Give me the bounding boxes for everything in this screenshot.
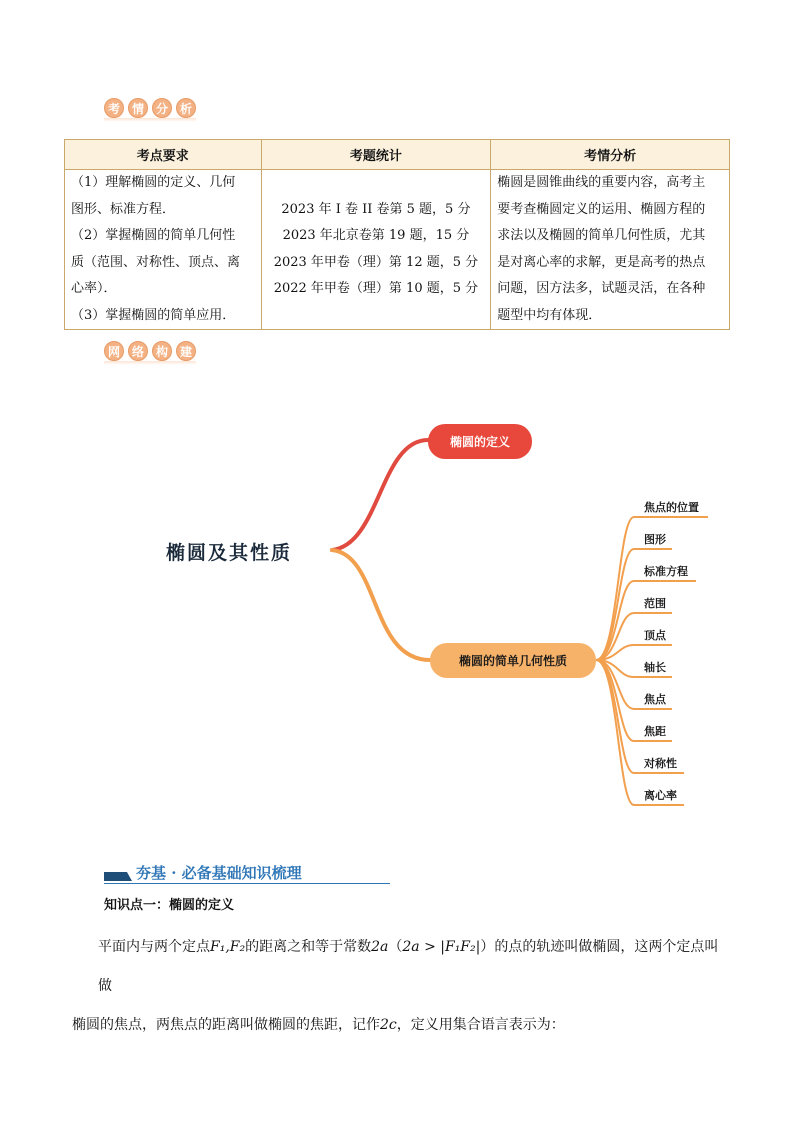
- branch-line-properties: [332, 550, 430, 660]
- leaf-label: 轴长: [644, 661, 666, 674]
- leaf-group: [596, 500, 708, 805]
- mindmap-root: 椭圆及其性质: [166, 542, 293, 564]
- header-statistics: 考题统计: [261, 140, 491, 170]
- leaf-label: 标准方程: [644, 565, 688, 578]
- text: ）: [480, 939, 495, 955]
- text: 平面内与两个定点: [98, 939, 210, 955]
- leaf-label: 离心率: [644, 789, 677, 802]
- requirement-line: 心率）．: [71, 281, 117, 296]
- branch-line-definition: [332, 440, 428, 550]
- statistics-cell: [261, 170, 491, 330]
- analysis-line: 问题，因方法多，试题灵活，在各种: [497, 281, 706, 296]
- section-heading: [104, 862, 390, 884]
- badge-char: 析: [176, 98, 196, 118]
- requirement-line: （1）理解椭圆的定义、几何: [71, 175, 236, 190]
- badge-char: 构: [152, 341, 172, 361]
- text: ，定义用集合语言表示为：: [396, 1017, 565, 1033]
- leaf-label: 顶点: [644, 629, 666, 642]
- section-badge-exam-analysis: [104, 98, 196, 118]
- requirement-line: （2）掌握椭圆的简单几何性: [71, 228, 236, 243]
- math-2a: 2a: [371, 939, 389, 955]
- definition-paragraph: [72, 928, 732, 1045]
- exam-analysis-table: [64, 139, 730, 330]
- header-analysis: 考情分析: [491, 140, 730, 170]
- badge-char: 网: [104, 341, 124, 361]
- stat-line: 2023 年甲卷（理）第 12 题，5 分: [273, 254, 479, 270]
- text: 的距离之和等于常数: [245, 939, 372, 955]
- analysis-line: 是对离心率的求解，更是高考的热点: [497, 254, 706, 270]
- analysis-cell: [491, 170, 730, 330]
- math-2c: 2c: [380, 1017, 397, 1033]
- heading-bar-icon: [104, 872, 132, 881]
- badge-char: 情: [128, 98, 148, 118]
- knowledge-point-title: 知识点一：椭圆的定义: [104, 898, 235, 913]
- text: 椭圆的焦点，两焦点的距离叫做椭圆的焦距，记作: [72, 1017, 380, 1033]
- requirement-line: 质（范围、对称性、顶点、离: [71, 254, 241, 270]
- heading-underline: [104, 883, 390, 884]
- leaf-connector: [596, 517, 634, 660]
- badge-char: 考: [104, 98, 124, 118]
- badge-char: 建: [176, 341, 196, 361]
- section-title: 夯基 · 必备基础知识梳理: [136, 864, 302, 882]
- leaf-label: 范围: [644, 597, 666, 610]
- header-requirements: 考点要求: [65, 140, 262, 170]
- analysis-line: 求法以及椭圆的简单几何性质，尤其: [497, 228, 706, 243]
- leaf-label: 焦距: [644, 725, 666, 738]
- analysis-line: 题型中均有体现．: [497, 307, 602, 323]
- badge-char: 络: [128, 341, 148, 361]
- branch-label-properties: 椭圆的简单几何性质: [458, 654, 568, 668]
- paragraph-line-2: [72, 1006, 732, 1045]
- analysis-line: 要考查椭圆定义的运用、椭圆方程的: [497, 201, 706, 217]
- text: （: [388, 939, 403, 955]
- section-badge-knowledge-network: [104, 341, 196, 361]
- leaf-label: 对称性: [644, 757, 677, 770]
- stat-line: 2022 年甲卷（理）第 10 题，5 分: [273, 281, 479, 296]
- table-row: [65, 170, 730, 330]
- text: 的点的轨迹叫做椭圆，这两个定点叫做: [98, 939, 719, 994]
- requirement-line: （3）掌握椭圆的简单应用．: [71, 307, 236, 323]
- analysis-line: 椭圆是圆锥曲线的重要内容，高考主: [497, 175, 706, 190]
- math-f1f2: F₁,F₂: [210, 939, 246, 955]
- leaf-label: 焦点: [644, 693, 666, 706]
- stat-line: 2023 年 I 卷 II 卷第 5 题，5 分: [281, 201, 471, 217]
- leaf-label: 焦点的位置: [644, 501, 699, 514]
- leaf-label: 图形: [644, 533, 666, 546]
- badge-shadow: [104, 118, 196, 122]
- mind-map: [0, 380, 794, 820]
- requirements-cell: [65, 170, 262, 330]
- badge-char: 分: [152, 98, 172, 118]
- paragraph-line-1: [72, 928, 732, 1006]
- branch-label-definition: 椭圆的定义: [449, 435, 511, 449]
- badge-shadow: [104, 361, 196, 365]
- table-header-row: [65, 140, 730, 170]
- requirement-line: 图形、标准方程．: [71, 201, 176, 217]
- stat-line: 2023 年北京卷第 19 题，15 分: [282, 228, 470, 243]
- math-condition: 2a > |F₁F₂|: [402, 939, 481, 955]
- leaf-connector: [596, 660, 634, 805]
